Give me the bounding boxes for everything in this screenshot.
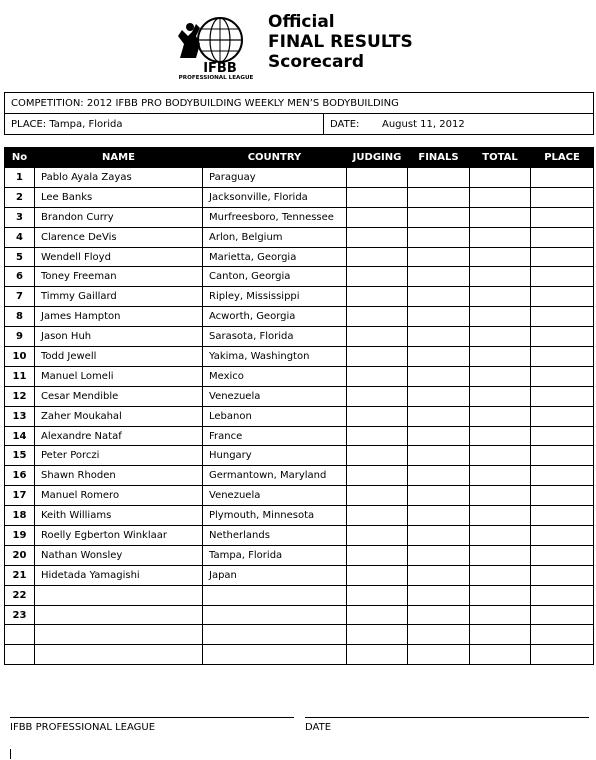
date-value: August 11, 2012: [382, 118, 465, 130]
no-cell: 20: [5, 545, 35, 565]
total-cell[interactable]: [470, 406, 531, 426]
judging-cell[interactable]: [347, 168, 408, 188]
total-cell[interactable]: [470, 426, 531, 446]
title-line-1: Official: [268, 12, 335, 32]
table-row: [5, 307, 594, 327]
no-cell: 22: [5, 585, 35, 605]
date-label: DATE:: [330, 118, 360, 130]
country-cell: Venezuela: [203, 386, 347, 406]
country-cell: Tampa, Florida: [203, 545, 347, 565]
league-signature-label: IFBB PROFESSIONAL LEAGUE: [10, 722, 156, 733]
no-cell: 6: [5, 267, 35, 287]
judging-cell[interactable]: [347, 347, 408, 367]
place-cell[interactable]: [531, 645, 594, 665]
table-row: [5, 247, 594, 267]
judging-cell[interactable]: [347, 307, 408, 327]
finals-cell[interactable]: [408, 187, 470, 207]
finals-cell[interactable]: [408, 446, 470, 466]
place-cell[interactable]: [531, 446, 594, 466]
table-row: [5, 227, 594, 247]
place-cell[interactable]: [531, 247, 594, 267]
table-row: [5, 526, 594, 546]
place-cell[interactable]: [531, 287, 594, 307]
col-name: NAME: [35, 148, 203, 168]
name-cell: Keith Williams: [35, 506, 203, 526]
total-cell[interactable]: [470, 267, 531, 287]
place-cell[interactable]: [531, 506, 594, 526]
scorecard-title: [268, 12, 413, 72]
finals-cell[interactable]: [408, 366, 470, 386]
country-cell: Sarasota, Florida: [203, 327, 347, 347]
col-judging: JUDGING: [347, 148, 408, 168]
judging-cell[interactable]: [347, 506, 408, 526]
total-cell[interactable]: [470, 168, 531, 188]
table-row: [5, 446, 594, 466]
finals-cell[interactable]: [408, 645, 470, 665]
total-cell[interactable]: [470, 287, 531, 307]
judging-cell[interactable]: [347, 426, 408, 446]
name-cell: Peter Porczi: [35, 446, 203, 466]
place-cell[interactable]: [531, 267, 594, 287]
judging-cell[interactable]: [347, 366, 408, 386]
country-cell: Canton, Georgia: [203, 267, 347, 287]
total-cell[interactable]: [470, 585, 531, 605]
total-cell[interactable]: [470, 466, 531, 486]
total-cell[interactable]: [470, 605, 531, 625]
country-cell: Paraguay: [203, 168, 347, 188]
place-cell[interactable]: [531, 366, 594, 386]
name-cell: [35, 645, 203, 665]
no-cell: 14: [5, 426, 35, 446]
total-cell[interactable]: [470, 486, 531, 506]
place-cell[interactable]: [531, 406, 594, 426]
judging-cell[interactable]: [347, 545, 408, 565]
no-cell: 15: [5, 446, 35, 466]
finals-cell[interactable]: [408, 207, 470, 227]
no-cell: 18: [5, 506, 35, 526]
place-cell[interactable]: [531, 307, 594, 327]
no-cell: 23: [5, 605, 35, 625]
name-cell: Timmy Gaillard: [35, 287, 203, 307]
country-cell: Murfreesboro, Tennessee: [203, 207, 347, 227]
country-cell: [203, 645, 347, 665]
ifbb-logo: [170, 14, 262, 80]
place-cell[interactable]: [531, 347, 594, 367]
finals-cell[interactable]: [408, 267, 470, 287]
finals-cell[interactable]: [408, 426, 470, 446]
total-cell[interactable]: [470, 247, 531, 267]
no-cell: 17: [5, 486, 35, 506]
country-cell: Jacksonville, Florida: [203, 187, 347, 207]
total-cell[interactable]: [470, 347, 531, 367]
place-cell[interactable]: [531, 168, 594, 188]
table-row: [5, 645, 594, 665]
table-row: [5, 545, 594, 565]
place-cell[interactable]: [531, 526, 594, 546]
scorecard-header: [0, 0, 596, 90]
name-cell: Clarence DeVis: [35, 227, 203, 247]
name-cell: Lee Banks: [35, 187, 203, 207]
no-cell: 8: [5, 307, 35, 327]
table-row: [5, 287, 594, 307]
col-place: PLACE: [531, 148, 594, 168]
date-field: [324, 119, 465, 130]
finals-cell[interactable]: [408, 486, 470, 506]
country-cell: Venezuela: [203, 486, 347, 506]
name-cell: Shawn Rhoden: [35, 466, 203, 486]
place-cell[interactable]: [531, 565, 594, 585]
finals-cell[interactable]: [408, 168, 470, 188]
name-cell: [35, 585, 203, 605]
judging-cell[interactable]: [347, 406, 408, 426]
name-cell: [35, 625, 203, 645]
country-cell: Mexico: [203, 366, 347, 386]
no-cell: 4: [5, 227, 35, 247]
total-cell[interactable]: [470, 207, 531, 227]
name-cell: Cesar Mendible: [35, 386, 203, 406]
finals-cell[interactable]: [408, 585, 470, 605]
place-field: PLACE: Tampa, Florida: [5, 114, 324, 134]
col-total: TOTAL: [470, 148, 531, 168]
date-signature-line: [305, 717, 589, 718]
finals-cell[interactable]: [408, 327, 470, 347]
judging-cell[interactable]: [347, 207, 408, 227]
no-cell: 2: [5, 187, 35, 207]
total-cell[interactable]: [470, 366, 531, 386]
place-cell[interactable]: [531, 386, 594, 406]
name-cell: [35, 605, 203, 625]
finals-cell[interactable]: [408, 545, 470, 565]
col-finals: FINALS: [408, 148, 470, 168]
place-cell[interactable]: [531, 327, 594, 347]
finals-cell[interactable]: [408, 287, 470, 307]
no-cell: 1: [5, 168, 35, 188]
name-cell: Manuel Lomeli: [35, 366, 203, 386]
place-cell[interactable]: [531, 545, 594, 565]
finals-cell[interactable]: [408, 307, 470, 327]
finals-cell[interactable]: [408, 605, 470, 625]
no-cell: 3: [5, 207, 35, 227]
finals-cell[interactable]: [408, 565, 470, 585]
judging-cell[interactable]: [347, 287, 408, 307]
league-signature-line: [10, 717, 294, 718]
name-cell: Zaher Moukahal: [35, 406, 203, 426]
judging-cell[interactable]: [347, 187, 408, 207]
country-cell: France: [203, 426, 347, 446]
table-row: [5, 207, 594, 227]
table-header-row: [5, 148, 594, 168]
country-cell: Acworth, Georgia: [203, 307, 347, 327]
name-cell: Manuel Romero: [35, 486, 203, 506]
name-cell: Wendell Floyd: [35, 247, 203, 267]
results-table: [4, 147, 594, 665]
judging-cell[interactable]: [347, 526, 408, 546]
no-cell: 9: [5, 327, 35, 347]
country-cell: Lebanon: [203, 406, 347, 426]
table-row: [5, 168, 594, 188]
name-cell: James Hampton: [35, 307, 203, 327]
table-row: [5, 386, 594, 406]
judging-cell[interactable]: [347, 247, 408, 267]
place-cell[interactable]: [531, 426, 594, 446]
name-cell: Toney Freeman: [35, 267, 203, 287]
country-cell: Hungary: [203, 446, 347, 466]
total-cell[interactable]: [470, 386, 531, 406]
finals-cell[interactable]: [408, 466, 470, 486]
finals-cell[interactable]: [408, 386, 470, 406]
title-line-3: Scorecard: [268, 52, 365, 72]
total-cell[interactable]: [470, 625, 531, 645]
no-cell: 12: [5, 386, 35, 406]
no-cell: 16: [5, 466, 35, 486]
place-cell[interactable]: [531, 227, 594, 247]
total-cell[interactable]: [470, 506, 531, 526]
judging-cell[interactable]: [347, 227, 408, 247]
total-cell[interactable]: [470, 526, 531, 546]
no-cell: 21: [5, 565, 35, 585]
place-cell[interactable]: [531, 625, 594, 645]
table-row: [5, 486, 594, 506]
col-no: No: [5, 148, 35, 168]
name-cell: Roelly Egberton Winklaar: [35, 526, 203, 546]
judging-cell[interactable]: [347, 565, 408, 585]
total-cell[interactable]: [470, 565, 531, 585]
no-cell: 11: [5, 366, 35, 386]
table-row: [5, 187, 594, 207]
judging-cell[interactable]: [347, 327, 408, 347]
country-cell: [203, 605, 347, 625]
no-cell: 7: [5, 287, 35, 307]
finals-cell[interactable]: [408, 406, 470, 426]
country-cell: [203, 625, 347, 645]
competition-info-box: [4, 92, 594, 135]
country-cell: Yakima, Washington: [203, 347, 347, 367]
total-cell[interactable]: [470, 645, 531, 665]
country-cell: Plymouth, Minnesota: [203, 506, 347, 526]
table-row: [5, 327, 594, 347]
name-cell: Brandon Curry: [35, 207, 203, 227]
country-cell: Netherlands: [203, 526, 347, 546]
total-cell[interactable]: [470, 446, 531, 466]
table-row: [5, 366, 594, 386]
country-cell: Germantown, Maryland: [203, 466, 347, 486]
finals-cell[interactable]: [408, 247, 470, 267]
place-cell[interactable]: [531, 486, 594, 506]
judging-cell[interactable]: [347, 446, 408, 466]
col-country: COUNTRY: [203, 148, 347, 168]
place-cell[interactable]: [531, 605, 594, 625]
judging-cell[interactable]: [347, 645, 408, 665]
text-cursor: [10, 749, 11, 759]
total-cell[interactable]: [470, 327, 531, 347]
name-cell: Hidetada Yamagishi: [35, 565, 203, 585]
no-cell: 19: [5, 526, 35, 546]
judging-cell[interactable]: [347, 585, 408, 605]
total-cell[interactable]: [470, 307, 531, 327]
competition-label: COMPETITION: 2012 IFBB PRO BODYBUILDING WEEKLY MEN’S BODYBUILDING: [11, 97, 399, 109]
judging-cell[interactable]: [347, 386, 408, 406]
finals-cell[interactable]: [408, 347, 470, 367]
table-row: [5, 347, 594, 367]
name-cell: Jason Huh: [35, 327, 203, 347]
table-row: [5, 585, 594, 605]
total-cell[interactable]: [470, 187, 531, 207]
table-row: [5, 565, 594, 585]
finals-cell[interactable]: [408, 506, 470, 526]
name-cell: Alexandre Nataf: [35, 426, 203, 446]
place-cell[interactable]: [531, 466, 594, 486]
finals-cell[interactable]: [408, 526, 470, 546]
no-cell: [5, 625, 35, 645]
name-cell: Pablo Ayala Zayas: [35, 168, 203, 188]
country-cell: Japan: [203, 565, 347, 585]
place-cell[interactable]: [531, 207, 594, 227]
logo-text: IFBB: [203, 61, 237, 76]
no-cell: 10: [5, 347, 35, 367]
judging-cell[interactable]: [347, 486, 408, 506]
no-cell: [5, 645, 35, 665]
table-row: [5, 506, 594, 526]
table-row: [5, 605, 594, 625]
name-cell: Todd Jewell: [35, 347, 203, 367]
finals-cell[interactable]: [408, 625, 470, 645]
table-row: [5, 625, 594, 645]
table-row: [5, 406, 594, 426]
place-cell[interactable]: [531, 585, 594, 605]
title-line-2: FINAL RESULTS: [268, 32, 413, 52]
country-cell: Arlon, Belgium: [203, 227, 347, 247]
table-row: [5, 267, 594, 287]
country-cell: [203, 585, 347, 605]
table-row: [5, 466, 594, 486]
logo-subtext: PROFESSIONAL LEAGUE: [178, 75, 254, 80]
no-cell: 5: [5, 247, 35, 267]
country-cell: Marietta, Georgia: [203, 247, 347, 267]
table-row: [5, 426, 594, 446]
judging-cell[interactable]: [347, 267, 408, 287]
total-cell[interactable]: [470, 227, 531, 247]
no-cell: 13: [5, 406, 35, 426]
judging-cell[interactable]: [347, 605, 408, 625]
date-signature-label: DATE: [305, 722, 332, 733]
finals-cell[interactable]: [408, 227, 470, 247]
total-cell[interactable]: [470, 545, 531, 565]
name-cell: Nathan Wonsley: [35, 545, 203, 565]
country-cell: Ripley, Mississippi: [203, 287, 347, 307]
place-cell[interactable]: [531, 187, 594, 207]
judging-cell[interactable]: [347, 625, 408, 645]
judging-cell[interactable]: [347, 466, 408, 486]
